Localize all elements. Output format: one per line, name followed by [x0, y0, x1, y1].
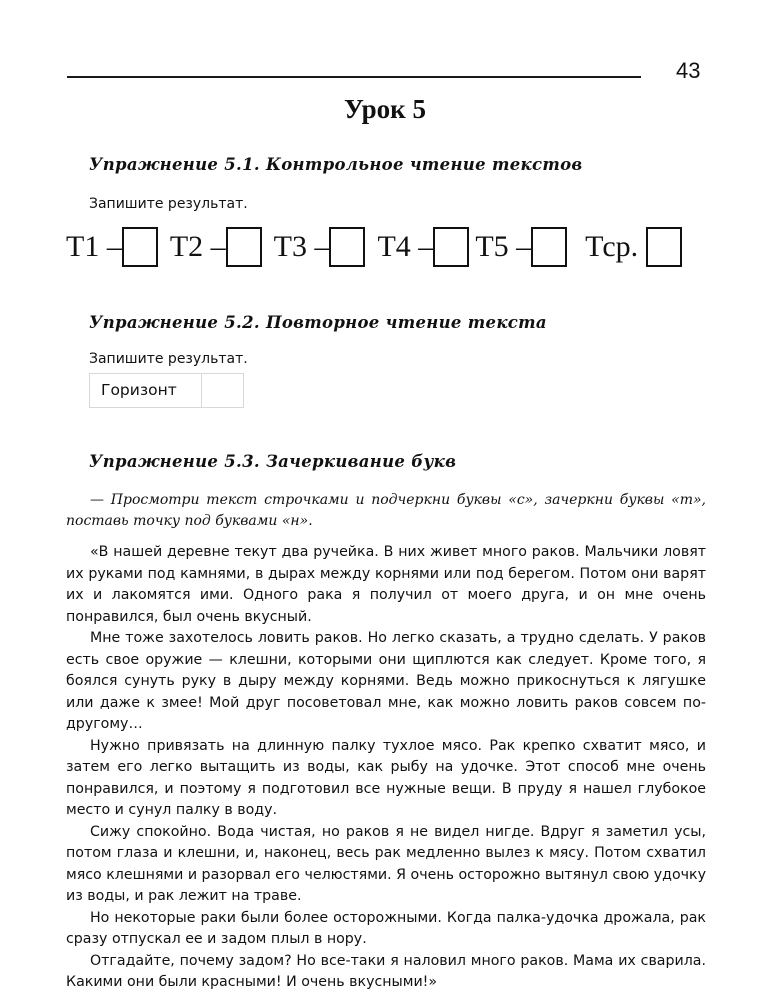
- test-2-box[interactable]: [226, 227, 262, 267]
- story-paragraph: Нужно привязать на длинную палку тухлое мясо. Рак крепко схватит мясо, и затем его легко вытащить из воды, как рыбу на удочке. Этот способ мне очень понравился, и поэтому я подготовил все нужные вещи. В пруду я нашел глубокое место и сунул палку в воду.: [66, 737, 706, 818]
- story-paragraph: «В нашей деревне текут два ручейка. В них живет много раков. Мальчики ловят их руками под камнями, в дырах между корнями или под берегом. Потом они варят их и лакомятся ими. Одного рака я получил от моего друга, и он мне очень понравился, был очень вкусный.: [66, 544, 706, 625]
- horizon-table: [89, 373, 244, 408]
- test-2-label: Т2 –: [169, 230, 226, 263]
- test-1-label: Т1 –: [66, 230, 122, 263]
- story-paragraph: Мне тоже захотелось ловить раков. Но легко сказать, а трудно сделать. У раков есть свое оружие — клешни, которыми они щиплются как следует. Кроме того, я боялся сунуть руку в дыру между корнями. Ведь можно прикоснуться к лягушке или даже к змее! Мой друг посоветовал мне, как можно ловить раков совсем по-другому…: [66, 630, 706, 732]
- story-paragraph: Сижу спокойно. Вода чистая, но раков я не видел нигде. Вдруг я заметил усы, потом глаза и клешни, и, наконец, весь рак медленно вылез к мясу. Потом схватил мясо клешнями и разорвал его челюстями. Я очень осторожно вытянул свою удочку из воды, и рак лежит на траве.: [66, 823, 706, 904]
- test-5-box[interactable]: [531, 227, 567, 267]
- test-3-label: Т3 –: [273, 230, 330, 263]
- exercise-5-1-heading: Упражнение 5.1. Контрольное чтение текстов: [89, 155, 583, 174]
- test-1-box[interactable]: [122, 227, 158, 267]
- exercise-5-2-instruction: Запишите результат.: [89, 351, 248, 367]
- horizon-result-cell[interactable]: [202, 374, 243, 407]
- horizon-label: Горизонт: [90, 374, 202, 407]
- test-results-row: [66, 224, 682, 270]
- header-rule: [67, 76, 641, 78]
- test-average-label: Тср.: [585, 230, 639, 263]
- lesson-title: Урок 5: [344, 94, 426, 124]
- test-4-label: Т4 –: [377, 230, 434, 263]
- test-average-box[interactable]: [646, 227, 682, 267]
- exercise-5-2-heading: Упражнение 5.2. Повторное чтение текста: [89, 313, 547, 332]
- exercise-5-1-instruction: Запишите результат.: [89, 196, 248, 212]
- page-number: 43: [676, 58, 701, 83]
- test-4-box[interactable]: [433, 227, 469, 267]
- exercise-5-3-task: — Просмотри текст строчками и подчеркни буквы «с», зачеркни буквы «т», поставь точку под буквами «н».: [66, 492, 706, 529]
- exercise-5-3-heading: Упражнение 5.3. Зачеркивание букв: [89, 452, 457, 471]
- story-paragraph: Отгадайте, почему задом? Но все-таки я наловил много раков. Мама их сварила. Какими они были красными! И очень вкусными!»: [66, 952, 706, 990]
- test-3-box[interactable]: [329, 227, 365, 267]
- story-paragraph: Но некоторые раки были более осторожными. Когда палка-удочка дрожала, рак сразу отпускал ее и задом плыл в нору.: [66, 909, 706, 947]
- story-text: [66, 542, 706, 994]
- test-5-label: Т5 –: [475, 230, 532, 263]
